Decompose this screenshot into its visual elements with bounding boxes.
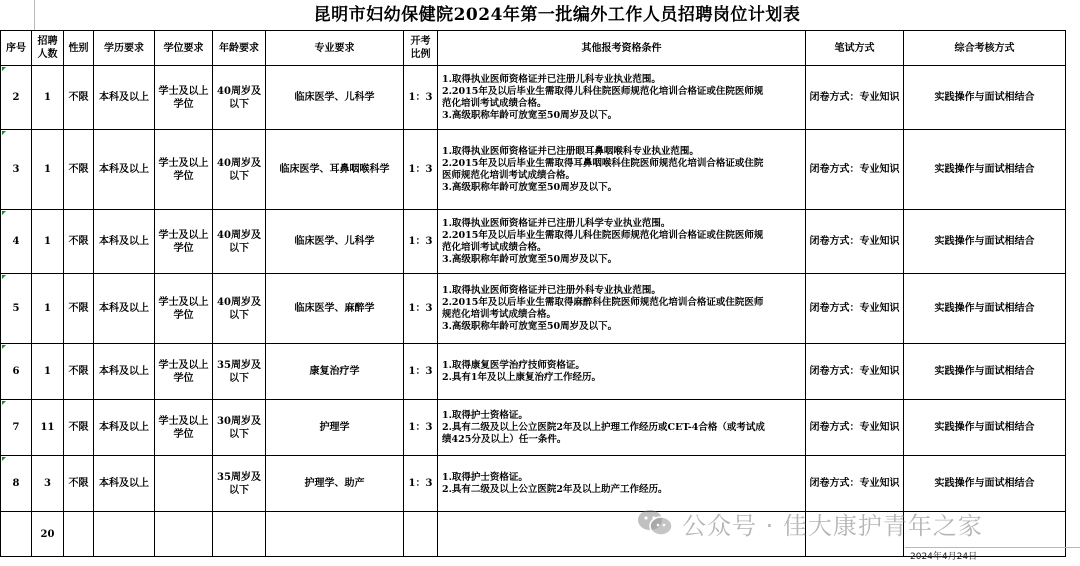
header-major: 专业要求: [266, 31, 404, 66]
cell-gender: 不限: [64, 210, 94, 274]
cell-ratio: 1：3: [404, 344, 438, 400]
cell-no: 2: [1, 66, 32, 130]
cell-degree: 学士及以上学位: [155, 274, 213, 344]
cell-written: 闭卷方式：专业知识: [806, 66, 904, 130]
requirement-line: 规范化培训考试成绩合格。: [442, 308, 557, 320]
cell-education: 本科及以上: [94, 274, 155, 344]
table-title: 昆明市妇幼保健院2024年第一批编外工作人员招聘岗位计划表: [313, 5, 801, 25]
cell-no: 8: [1, 456, 32, 512]
requirement-line: 3.高级职称年龄可放宽至50周岁及以下。: [442, 109, 618, 121]
cell-degree: 学士及以上学位: [155, 130, 213, 210]
header-gender: 性别: [64, 31, 94, 66]
wechat-icon: [636, 508, 674, 538]
cell-count: 11: [32, 400, 64, 456]
table-row: [1, 130, 1066, 210]
table-row: [1, 400, 1066, 456]
cell-requirements: [438, 400, 806, 456]
header-ratio: 开考比例: [404, 31, 438, 66]
cell-requirements: [438, 66, 806, 130]
cell-ratio: 1：3: [404, 456, 438, 512]
requirement-line: 1.取得执业医师资格证并已注册眼耳鼻咽喉科专业执业范围。: [442, 145, 699, 157]
cell-written: 闭卷方式：专业知识: [806, 130, 904, 210]
cell-written: 闭卷方式：专业知识: [806, 274, 904, 344]
cell-gender: 不限: [64, 344, 94, 400]
cell-assessment: 实践操作与面试相结合: [904, 66, 1066, 130]
cell-major: 临床医学、儿科学: [266, 210, 404, 274]
cell-gender: 不限: [64, 274, 94, 344]
date-divider: [905, 547, 1080, 548]
cell-count: 1: [32, 344, 64, 400]
header-row: [1, 31, 1066, 66]
cell-written: 闭卷方式：专业知识: [806, 400, 904, 456]
cell-requirements: [438, 130, 806, 210]
header-assessment: 综合考核方式: [904, 31, 1066, 66]
requirement-line: 2.具有二级及以上公立医院2年及以上助产工作经历。: [442, 483, 668, 495]
cell-requirements: [438, 210, 806, 274]
cell-assessment: 实践操作与面试相结合: [904, 400, 1066, 456]
requirement-line: 2.具有1年及以上康复治疗工作经历。: [442, 371, 602, 383]
requirement-line: 1.取得执业医师资格证并已注册外科专业执业范围。: [442, 284, 661, 296]
requirement-line: 1.取得执业医师资格证并已注册儿科学专业执业范围。: [442, 217, 671, 229]
requirement-line: 2.2015年及以后毕业生需取得儿科住院医师规范化培训合格证或住院医师规: [442, 85, 764, 97]
cell-age: 40周岁及以下: [213, 210, 266, 274]
cell-degree: 学士及以上学位: [155, 210, 213, 274]
total-count: 20: [32, 512, 64, 557]
cell-gender: 不限: [64, 66, 94, 130]
cell-written: 闭卷方式：专业知识: [806, 210, 904, 274]
cell-written: 闭卷方式：专业知识: [806, 344, 904, 400]
cell-assessment: 实践操作与面试相结合: [904, 344, 1066, 400]
cell-requirements: [438, 456, 806, 512]
cell-gender: 不限: [64, 130, 94, 210]
cell-ratio: 1：3: [404, 66, 438, 130]
recruitment-plan-table: [0, 30, 1066, 557]
cell-count: 1: [32, 130, 64, 210]
cell-count: 1: [32, 274, 64, 344]
cell-degree: 学士及以上学位: [155, 344, 213, 400]
requirement-line: 1.取得康复医学治疗技师资格证。: [442, 359, 585, 371]
cell-gender: 不限: [64, 456, 94, 512]
cell-gender: 不限: [64, 400, 94, 456]
cell-assessment: 实践操作与面试相结合: [904, 210, 1066, 274]
cell-education: 本科及以上: [94, 66, 155, 130]
cell-degree: [155, 456, 213, 512]
cell-ratio: 1：3: [404, 130, 438, 210]
cell-major: 康复治疗学: [266, 344, 404, 400]
cell-age: 35周岁及以下: [213, 456, 266, 512]
cell-age: 40周岁及以下: [213, 130, 266, 210]
requirement-line: 3.高级职称年龄可放宽至50周岁及以下。: [442, 253, 618, 265]
cell-age: 30周岁及以下: [213, 400, 266, 456]
requirement-line: 1.取得执业医师资格证并已注册儿科专业执业范围。: [442, 73, 661, 85]
cell-degree: 学士及以上学位: [155, 400, 213, 456]
cell-count: 1: [32, 210, 64, 274]
table-row: [1, 456, 1066, 512]
requirement-line: 3.高级职称年龄可放宽至50周岁及以下。: [442, 181, 618, 193]
cell-requirements: [438, 344, 806, 400]
cell-major: 临床医学、麻醉学: [266, 274, 404, 344]
requirement-line: 2.2015年及以后毕业生需取得儿科住院医师规范化培训合格证或住院医师规: [442, 229, 764, 241]
watermark-text: 公众号 · 佳大康护青年之家: [682, 511, 983, 540]
total-label-cell: [1, 512, 32, 557]
requirement-line: 绩425分及以上）任一条件。: [442, 433, 567, 445]
requirement-line: 2.具有二级及以上公立医院2年及以上护理工作经历或CET-4合格（或考试成: [442, 421, 765, 433]
sheet-date: 2024年4月24日: [910, 552, 978, 562]
cell-major: 临床医学、儿科学: [266, 66, 404, 130]
cell-no: 6: [1, 344, 32, 400]
header-education: 学历要求: [94, 31, 155, 66]
cell-age: 40周岁及以下: [213, 66, 266, 130]
cell-major: 护理学、助产: [266, 456, 404, 512]
requirement-line: 范化培训考试成绩合格。: [442, 241, 547, 253]
table-row: [1, 344, 1066, 400]
requirement-line: 范化培训考试成绩合格。: [442, 97, 547, 109]
cell-education: 本科及以上: [94, 400, 155, 456]
cell-age: 40周岁及以下: [213, 274, 266, 344]
header-no: 序号: [1, 31, 32, 66]
requirement-line: 1.取得护士资格证。: [442, 471, 528, 483]
requirement-line: 1.取得护士资格证。: [442, 409, 528, 421]
cell-assessment: 实践操作与面试相结合: [904, 456, 1066, 512]
cell-count: 3: [32, 456, 64, 512]
header-age: 年龄要求: [213, 31, 266, 66]
cell-no: 4: [1, 210, 32, 274]
cell-ratio: 1：3: [404, 210, 438, 274]
cell-assessment: 实践操作与面试相结合: [904, 274, 1066, 344]
cell-degree: 学士及以上学位: [155, 66, 213, 130]
requirement-line: 2.2015年及以后毕业生需取得麻醉科住院医师规范化培训合格证或住院医师: [442, 296, 764, 308]
watermark: [636, 505, 983, 541]
cell-ratio: 1：3: [404, 400, 438, 456]
cell-no: 5: [1, 274, 32, 344]
cell-written: 闭卷方式：专业知识: [806, 456, 904, 512]
cell-education: 本科及以上: [94, 456, 155, 512]
cell-major: 临床医学、耳鼻咽喉科学: [266, 130, 404, 210]
table-row: [1, 274, 1066, 344]
table-row: [1, 210, 1066, 274]
header-count: 招聘人数: [32, 31, 64, 66]
requirement-line: 医师规范化培训考试成绩合格。: [442, 169, 576, 181]
cell-education: 本科及以上: [94, 130, 155, 210]
requirement-line: 2.2015年及以后毕业生需取得耳鼻咽喉科住院医师规范化培训合格证或住院: [442, 157, 764, 169]
cell-assessment: 实践操作与面试相结合: [904, 130, 1066, 210]
cell-major: 护理学: [266, 400, 404, 456]
cell-ratio: 1：3: [404, 274, 438, 344]
requirement-line: 3.高级职称年龄可放宽至50周岁及以下。: [442, 320, 618, 332]
cell-count: 1: [32, 66, 64, 130]
cell-no: 3: [1, 130, 32, 210]
row-gutter: [0, 0, 35, 30]
cell-requirements: [438, 274, 806, 344]
header-written: 笔试方式: [806, 31, 904, 66]
cell-education: 本科及以上: [94, 210, 155, 274]
header-degree: 学位要求: [155, 31, 213, 66]
cell-no: 7: [1, 400, 32, 456]
header-requirements: 其他报考资格条件: [438, 31, 806, 66]
cell-age: 35周岁及以下: [213, 344, 266, 400]
table-row: [1, 66, 1066, 130]
cell-education: 本科及以上: [94, 344, 155, 400]
